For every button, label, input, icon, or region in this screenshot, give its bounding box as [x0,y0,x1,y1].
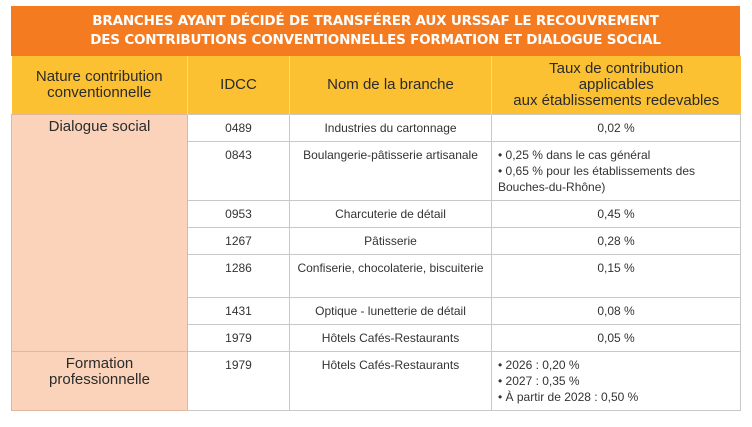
idcc-cell: 0489 [188,114,290,141]
idcc-cell: 0953 [188,200,290,227]
taux-bullet: • 0,25 % dans le cas général [498,147,736,163]
header-nature: Nature contribution conventionnelle [12,56,188,114]
category-formation-professionnelle: Formation professionnelle [12,351,188,410]
branche-cell: Boulangerie-pâtisserie artisanale [290,141,492,200]
title-line-2: DES CONTRIBUTIONS CONVENTIONNELLES FORMATION ET DIALOGUE SOCIAL [90,32,661,48]
branches-table [11,56,741,411]
header-taux [492,56,741,114]
category-dialogue-social: Dialogue social [12,114,188,351]
header-taux-line-2: aux établissements redevables [513,91,720,109]
taux-cell: 0,02 % [492,114,741,141]
table-row [12,114,741,141]
taux-cell [492,141,741,200]
taux-bullet-list [498,147,736,195]
idcc-cell: 1286 [188,254,290,297]
header-taux-line-1: Taux de contribution applicables [549,59,684,93]
header-idcc: IDCC [188,56,290,114]
idcc-cell: 1979 [188,351,290,410]
taux-cell [492,351,741,410]
branche-cell: Optique - lunetterie de détail [290,297,492,324]
idcc-cell: 1979 [188,324,290,351]
table-title [11,6,740,56]
taux-cell: 0,08 % [492,297,741,324]
idcc-cell: 1267 [188,227,290,254]
taux-cell: 0,15 % [492,254,741,297]
idcc-cell: 0843 [188,141,290,200]
branche-cell: Hôtels Cafés-Restaurants [290,351,492,410]
taux-cell: 0,28 % [492,227,741,254]
idcc-cell: 1431 [188,297,290,324]
branche-cell: Pâtisserie [290,227,492,254]
branche-cell: Industries du cartonnage [290,114,492,141]
branche-cell: Confiserie, chocolaterie, biscuiterie [290,254,492,297]
taux-bullet-list [498,357,736,405]
branche-cell: Charcuterie de détail [290,200,492,227]
taux-cell: 0,45 % [492,200,741,227]
table-row [12,351,741,410]
contributions-panel [11,6,740,411]
header-row [12,56,741,114]
taux-bullet: • 0,65 % pour les établissements des Bouches-du-Rhône) [498,163,736,195]
taux-cell: 0,05 % [492,324,741,351]
taux-bullet: • À partir de 2028 : 0,50 % [498,389,736,405]
title-line-1: BRANCHES AYANT DÉCIDÉ DE TRANSFÉRER AUX URSSAF LE RECOUVREMENT [92,13,659,29]
taux-bullet: • 2027 : 0,35 % [498,373,736,389]
taux-bullet: • 2026 : 0,20 % [498,357,736,373]
header-branche: Nom de la branche [290,56,492,114]
branche-cell: Hôtels Cafés-Restaurants [290,324,492,351]
